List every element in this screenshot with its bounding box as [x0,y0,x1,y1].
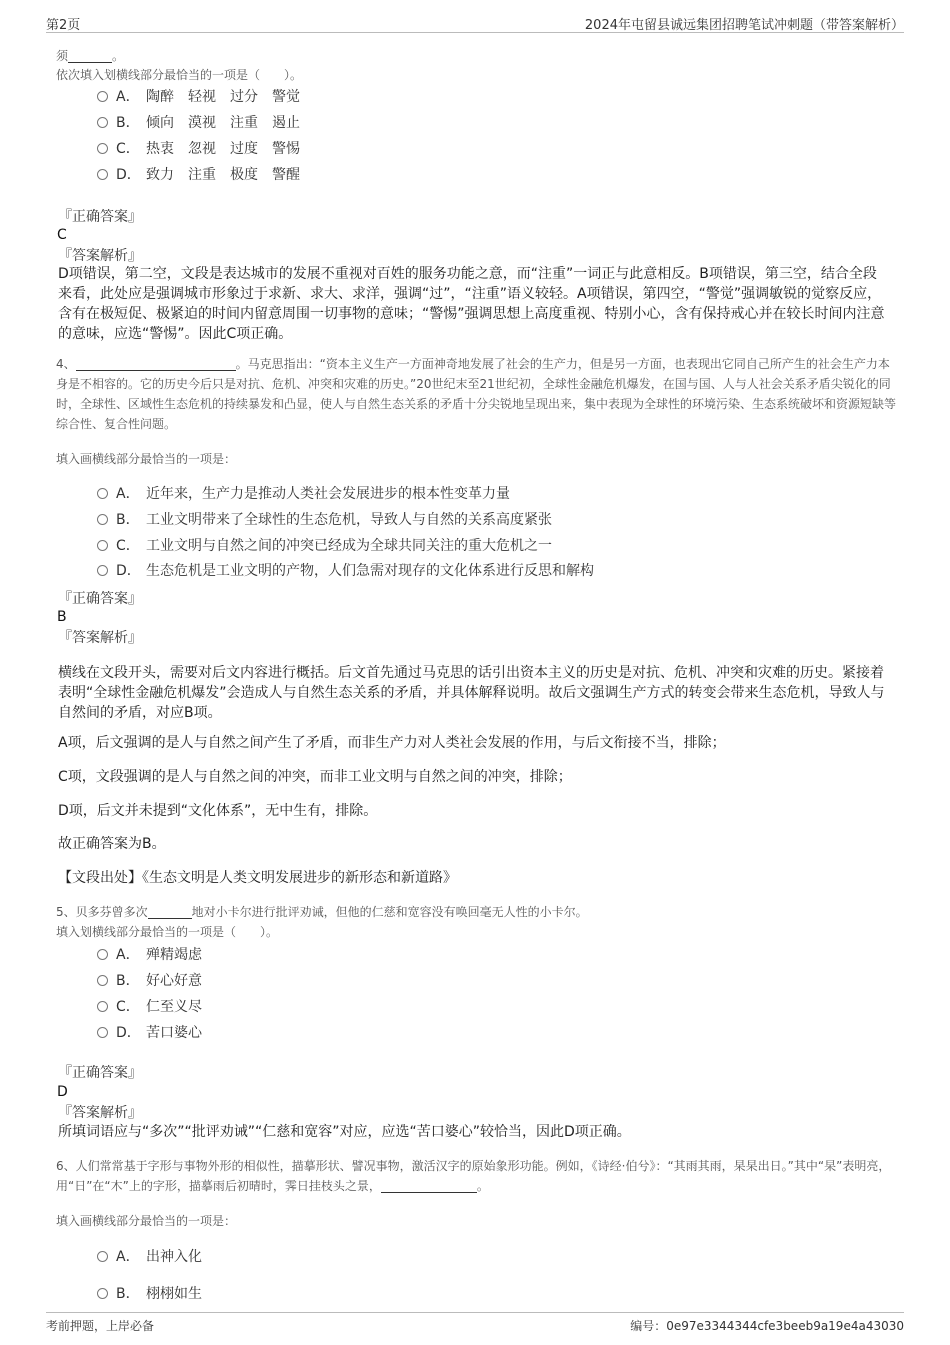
radio-button[interactable] [97,1027,108,1038]
option-key: A． [116,89,140,105]
q4-answer: B [57,609,67,625]
option-key: B． [116,115,140,131]
q3-stem-tail: 须 。 [56,49,125,63]
q6-prompt: 填入画横线部分最恰当的一项是： [56,1214,237,1228]
q4-analysis-para: C项，文段强调的是人与自然之间的冲突，而非工业文明与自然之间的冲突，排除； [58,769,572,785]
option-q3-2[interactable] [97,140,314,158]
radio-button[interactable] [97,1251,108,1262]
option-key: B． [116,1286,140,1302]
option-key: C． [116,999,140,1015]
option-word: 注重 [188,167,216,183]
q4-analysis-para: D项，后文并未提到“文化体系”，无中生有，排除。 [58,803,378,819]
option-q6-1[interactable] [97,1285,202,1303]
q4-source: 【文段出处】《生态文明是人类文明发展进步的新形态和新道路》 [58,870,457,886]
option-q4-2[interactable] [97,537,552,555]
page-footer [46,1312,904,1337]
radio-button[interactable] [97,949,108,960]
option-word: 极度 [230,167,258,183]
radio-button[interactable] [97,975,108,986]
q5-answer: D [57,1084,68,1100]
option-q5-3[interactable] [97,1024,202,1042]
option-text: 生态危机是工业文明的产物，人们急需对现存的文化体系进行反思和解构 [146,563,594,579]
radio-button[interactable] [97,514,108,525]
q5-prompt: 填入划横线部分最恰当的一项是（ ）。 [56,925,279,939]
radio-button[interactable] [97,143,108,154]
option-word: 倾向 [146,115,174,131]
radio-button[interactable] [97,488,108,499]
option-key: D． [116,167,141,183]
option-word: 陶醉 [146,89,174,105]
option-key: D． [116,563,141,579]
option-q5-1[interactable] [97,972,202,990]
radio-button[interactable] [97,91,108,102]
radio-button[interactable] [97,1001,108,1012]
option-text: 近年来，生产力是推动人类社会发展进步的根本性变革力量 [146,486,510,502]
option-q6-0[interactable] [97,1248,202,1266]
option-word: 警觉 [272,89,300,105]
option-q4-3[interactable] [97,562,594,580]
option-q4-1[interactable] [97,511,552,529]
option-word: 过度 [230,141,258,157]
option-key: B． [116,973,140,989]
q3-prompt: 依次填入划横线部分最恰当的一项是（ ）。 [56,68,303,82]
q4-answer-label: 『正确答案』 [58,591,142,607]
option-q4-0[interactable] [97,485,510,503]
option-word: 警惕 [272,141,300,157]
q4-analysis-para: 故正确答案为B。 [58,836,166,852]
q4-prompt: 填入画横线部分最恰当的一项是： [56,452,237,466]
q3-analysis-label: 『答案解析』 [58,248,142,264]
option-key: A． [116,947,140,963]
q4-analysis-label: 『答案解析』 [58,630,142,646]
q6-stem: 6、人们常常基于字形与事物外形的相似性，描摹形状、譬况事物，激活汉字的原始象形功能。例如，《诗经·伯兮》：“其雨其雨，杲杲出日。”其中“杲”表明亮，用“日”在“木”上的字形，描摹雨后初晴时，霁日挂枝头之景， 。 [56,1159,891,1193]
option-text: 出神入化 [146,1249,202,1265]
q4-stem: 4、 。马克思指出：“资本主义生产一方面神奇地发展了社会的生产力，但是另一方面，也表现出它同自己所产生的社会生产力本身是不相容的。它的历史今后只是对抗、危机、冲突和灾难的历史。”20世纪末至21世纪初，全球性金融危机爆发，在国与国、人与人社会关系矛盾尖锐化的同时，全球性、区域性生态危机的持续暴发和凸显，使人与自然生态关系的矛盾十分尖锐地呈现出来，集中表现为全球性的环境污染、生态系统破坏和资源短缺等综合性、复合性问题。 [56,357,897,431]
option-word: 警醒 [272,167,300,183]
page-number: 第2页 [46,18,81,33]
option-q5-2[interactable] [97,998,202,1016]
option-text: 工业文明带来了全球性的生态危机，导致人与自然的关系高度紧张 [146,512,552,528]
document-title: 2024年屯留县诚远集团招聘笔试冲刺题（带答案解析） [584,18,904,33]
q5-analysis: 所填词语应与“多次”“批评劝诫”“仁慈和宽容”对应，应选“苦口婆心”较恰当，因此D项正确。 [58,1124,631,1140]
option-word: 过分 [230,89,258,105]
q3-answer-label: 『正确答案』 [58,209,142,225]
radio-button[interactable] [97,117,108,128]
radio-button[interactable] [97,169,108,180]
footer-slogan: 考前押题，上岸必备 [46,1319,155,1333]
option-key: C． [116,141,140,157]
option-key: B． [116,512,140,528]
option-word: 遏止 [272,115,300,131]
option-key: C． [116,538,140,554]
q4-analysis-para: A项，后文强调的是人与自然之间产生了矛盾，而非生产力对人类社会发展的作用，与后文衔接不当，排除； [58,735,726,751]
option-q3-0[interactable] [97,88,314,106]
option-key: A． [116,1249,140,1265]
option-word: 忽视 [188,141,216,157]
q5-stem: 5、贝多芬曾多次 地对小卡尔进行批评劝诫，但他的仁慈和宽容没有唤回毫无人性的小卡尔。 [56,905,588,919]
option-word: 致力 [146,167,174,183]
option-key: A． [116,486,140,502]
option-text: 好心好意 [146,973,202,989]
option-word: 轻视 [188,89,216,105]
radio-button[interactable] [97,1288,108,1299]
option-text: 工业文明与自然之间的冲突已经成为全球共同关注的重大危机之一 [146,538,552,554]
q3-answer: C [57,227,67,243]
radio-button[interactable] [97,540,108,551]
document-id: 编号：0e97e3344344cfe3beeb9a19e4a43030 [630,1319,904,1333]
q3-analysis: D项错误，第二空，文段是表达城市的发展不重视对百姓的服务功能之意，而“注重”一词正与此意相反。B项错误，第三空，结合全段来看，此处应是强调城市形象过于求新、求大、求洋，强调“过”，“注重”语义较轻。A项错误，第四空，“警觉”强调敏锐的觉察反应，含有在极短促、极紧迫的时间内留意周围一切事物的意味；“警惕”强调思想上高度重视、特别小心，含有保持戒心并在较长时间内注意的意味，应选“警惕”。因此C项正确。 [58,266,885,342]
option-q3-3[interactable] [97,166,314,184]
page-header [46,12,904,33]
option-text: 仁至义尽 [146,999,202,1015]
option-word: 漠视 [188,115,216,131]
q5-analysis-label: 『答案解析』 [58,1105,142,1121]
option-q5-0[interactable] [97,946,202,964]
option-word: 注重 [230,115,258,131]
option-text: 栩栩如生 [146,1286,202,1302]
q5-answer-label: 『正确答案』 [58,1065,142,1081]
option-key: D． [116,1025,141,1041]
option-word: 热衷 [146,141,174,157]
option-q3-1[interactable] [97,114,314,132]
option-text: 苦口婆心 [146,1025,202,1041]
q4-analysis-para: 横线在文段开头，需要对后文内容进行概括。后文首先通过马克思的话引出资本主义的历史是对抗、危机、冲突和灾难的历史。紧接着表明“全球性金融危机爆发”会造成人与自然生态关系的矛盾，并具体解释说明。故后文强调生产方式的转变会带来生态危机，导致人与自然间的矛盾，对应B项。 [58,665,885,721]
radio-button[interactable] [97,565,108,576]
option-text: 殚精竭虑 [146,947,202,963]
